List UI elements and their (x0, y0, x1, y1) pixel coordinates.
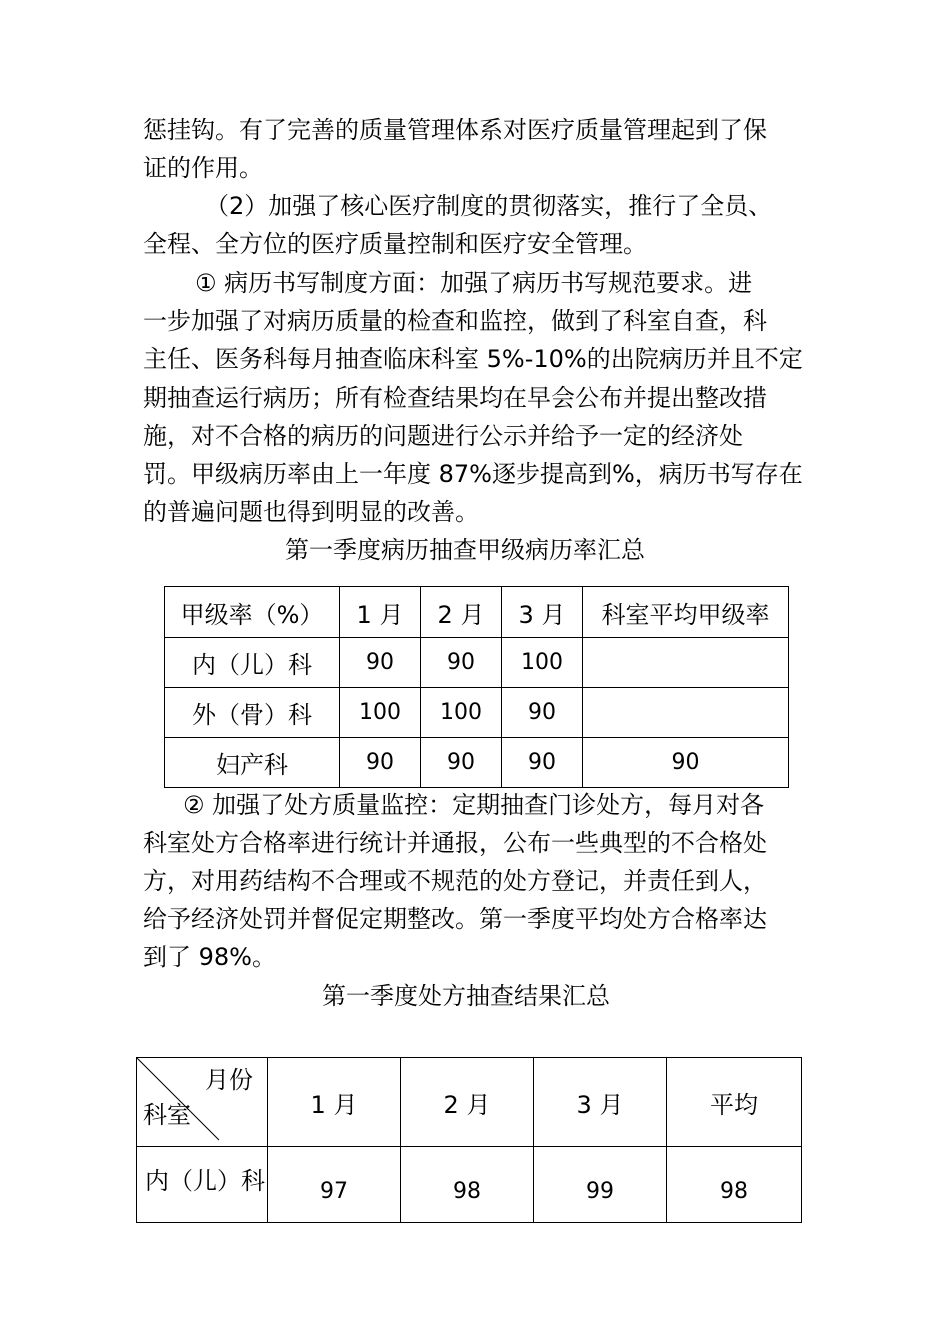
paragraph-line: 到了 98%。 (143, 943, 276, 971)
table-cell: 100 (340, 688, 421, 738)
paragraph-line: 证的作用。 (143, 154, 263, 182)
table-cell: 90 (421, 738, 502, 788)
table2-caption: 第一季度处方抽查结果汇总 (322, 982, 610, 1010)
table-header-cell: 平均 (667, 1058, 802, 1147)
paragraph-line: 惩挂钩。有了完善的质量管理体系对医疗质量管理起到了保 (143, 116, 767, 144)
table-row (165, 738, 789, 788)
table-cell: 97 (268, 1147, 401, 1223)
table-header-cell: 2 月 (401, 1058, 534, 1147)
table-header-cell: 1 月 (268, 1058, 401, 1147)
paragraph-line: 主任、医务科每月抽查临床科室 5%-10%的出院病历并且不定 (143, 345, 803, 373)
paragraph-line: 期抽查运行病历；所有检查结果均在早会公布并提出整改措 (143, 384, 767, 412)
table-cell: 100 (502, 638, 583, 688)
table-cell: 90 (583, 738, 789, 788)
table-header-cell: 3 月 (502, 587, 583, 638)
table1-caption: 第一季度病历抽查甲级病历率汇总 (285, 536, 645, 564)
paragraph-line: ① 病历书写制度方面：加强了病历书写规范要求。进 (195, 269, 753, 297)
table-cell: 90 (340, 738, 421, 788)
table-cell: 外（骨）科 (165, 688, 340, 738)
table-cell: 90 (421, 638, 502, 688)
table-header-row (137, 1058, 802, 1147)
table-cell: 90 (502, 688, 583, 738)
paragraph-line: 的普遍问题也得到明显的改善。 (143, 498, 479, 526)
prescription-table (136, 1057, 802, 1223)
table-cell: 内（儿）科 (165, 638, 340, 688)
paragraph-line: ② 加强了处方质量监控：定期抽查门诊处方，每月对各 (183, 791, 765, 819)
table-header-cell: 2 月 (421, 587, 502, 638)
table-cell: 妇产科 (165, 738, 340, 788)
paragraph-line: 给予经济处罚并督促定期整改。第一季度平均处方合格率达 (143, 905, 767, 933)
corner-top-label: 月份 (205, 1066, 253, 1094)
table-row (137, 1147, 802, 1223)
table-cell (583, 638, 789, 688)
table-cell: 90 (340, 638, 421, 688)
paragraph-line: 科室处方合格率进行统计并通报，公布一些典型的不合格处 (143, 829, 767, 857)
table-row (165, 688, 789, 738)
table-header-cell: 甲级率（%） (165, 587, 340, 638)
table-cell: 内（儿）科 (137, 1147, 268, 1223)
corner-bottom-label: 科室 (143, 1101, 191, 1129)
paragraph-line: 全程、全方位的医疗质量控制和医疗安全管理。 (143, 230, 647, 258)
table-cell: 90 (502, 738, 583, 788)
paragraph-line: 一步加强了对病历质量的检查和监控，做到了科室自查，科 (143, 307, 767, 335)
diagonal-header-cell (137, 1058, 268, 1147)
table-header-cell: 科室平均甲级率 (583, 587, 789, 638)
grade-rate-table (164, 586, 789, 788)
table-cell: 100 (421, 688, 502, 738)
table-header-cell: 1 月 (340, 587, 421, 638)
table-cell (583, 688, 789, 738)
paragraph-line: （2）加强了核心医疗制度的贯彻落实，推行了全员、 (205, 192, 773, 220)
paragraph-line: 罚。甲级病历率由上一年度 87%逐步提高到%，病历书写存在 (143, 460, 803, 488)
paragraph-line: 施，对不合格的病历的问题进行公示并给予一定的经济处 (143, 422, 743, 450)
table-cell: 98 (401, 1147, 534, 1223)
table-cell: 98 (667, 1147, 802, 1223)
table-row (165, 638, 789, 688)
table-header-cell: 3 月 (534, 1058, 667, 1147)
table-cell: 99 (534, 1147, 667, 1223)
table-header-row (165, 587, 789, 638)
paragraph-line: 方，对用药结构不合理或不规范的处方登记，并责任到人， (143, 867, 767, 895)
